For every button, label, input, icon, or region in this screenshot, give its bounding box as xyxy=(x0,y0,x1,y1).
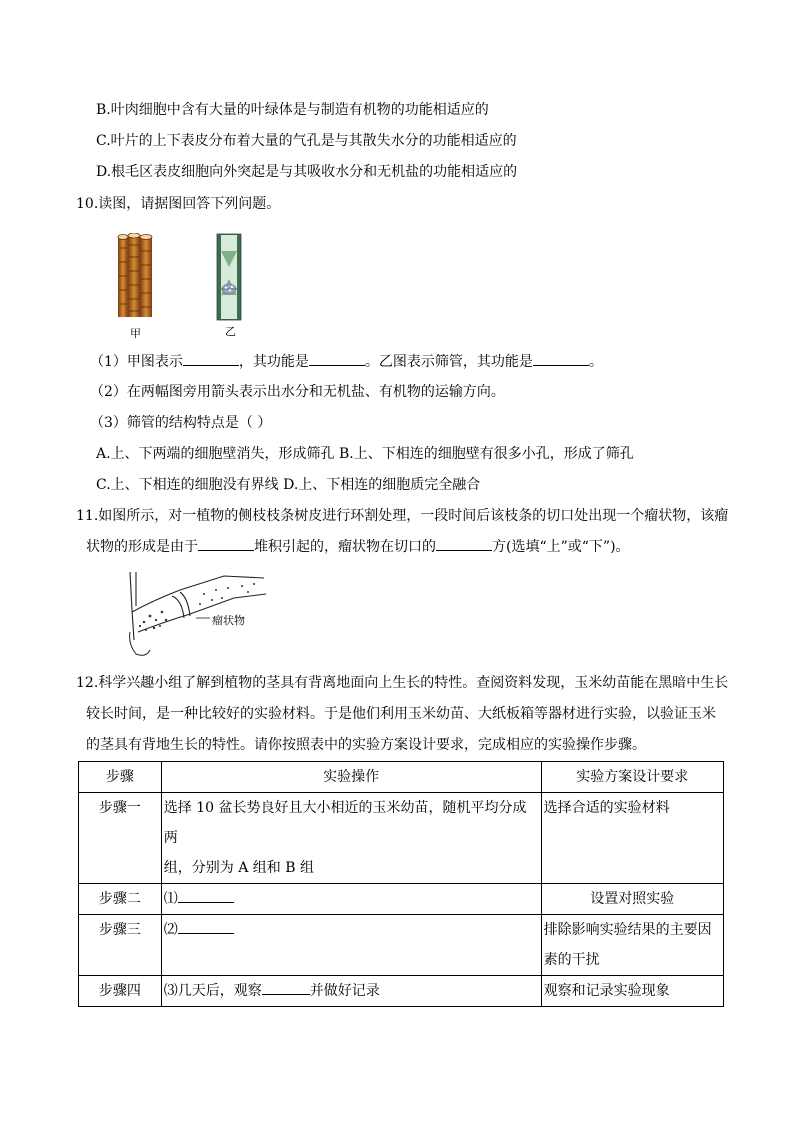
q10-part1 xyxy=(90,353,603,371)
step-cell: 步骤三 xyxy=(79,915,162,976)
operation-prefix: ⑶几天后，观察 xyxy=(163,983,262,999)
requirement-text: 排除影响实验结果的主要因 xyxy=(543,922,712,938)
table-header-cell: 步骤 xyxy=(79,762,162,793)
step-cell: 步骤一 xyxy=(79,793,162,884)
q10-stem: 10.读图，请据图回答下列问题。 xyxy=(76,196,281,212)
sieve-tube-figure xyxy=(216,233,242,321)
answer-blank[interactable] xyxy=(178,921,234,934)
step-cell: 步骤二 xyxy=(79,884,162,915)
q10-part1-d: 。 xyxy=(588,354,603,370)
q11-line2 xyxy=(86,538,630,556)
q10-part3: （3）筛管的结构特点是（ ） xyxy=(90,415,272,431)
answer-blank[interactable] xyxy=(262,982,310,995)
operation-text: 选择 10 盆长势良好且大小相近的玉米幼苗，随机平均分成两 xyxy=(163,800,527,846)
fig-a-label: 甲 xyxy=(130,327,141,340)
table-row xyxy=(79,976,724,1007)
answer-blank[interactable] xyxy=(436,538,492,551)
operation-cell xyxy=(161,884,541,915)
table-header-row xyxy=(79,762,724,793)
experiment-steps-table xyxy=(78,761,724,1007)
operation-suffix: 并做好记录 xyxy=(309,983,380,999)
table-row xyxy=(79,884,724,915)
operation-cell xyxy=(161,793,541,884)
operation-cell xyxy=(161,915,541,976)
q9-option-b: B.叶肉细胞中含有大量的叶绿体是与制造有机物的功能相适应的 xyxy=(96,102,489,118)
q10-part1-b: ，其功能是 xyxy=(238,354,309,370)
table-header-cell: 实验方案设计要求 xyxy=(541,762,723,793)
answer-blank[interactable] xyxy=(183,353,239,366)
tumor-label: 瘤状物 xyxy=(212,614,245,627)
requirement-text: 素的干扰 xyxy=(543,952,600,968)
girdled-branch-figure xyxy=(124,570,274,660)
q10-part1-c: 。乙图表示筛管，其功能是 xyxy=(364,354,533,370)
fig-b-label: 乙 xyxy=(225,325,236,338)
q11-line2-c: 方(选填“上”或“下”)。 xyxy=(492,539,630,555)
q12-line2: 较长时间，是一种比较好的实验材料。于是他们利用玉米幼苗、大纸板箱等器材进行实验，以验证玉米 xyxy=(86,706,716,722)
answer-blank[interactable] xyxy=(309,353,365,366)
q9-option-d: D.根毛区表皮细胞向外突起是与其吸收水分和无机盐的功能相适应的 xyxy=(96,164,518,180)
answer-blank[interactable] xyxy=(198,538,254,551)
q10-options-ab: A.上、下两端的细胞壁消失，形成筛孔 B.上、下相连的细胞壁有很多小孔，形成了筛孔 xyxy=(96,446,634,462)
q11-line2-b: 堆积引起的，瘤状物在切口的 xyxy=(254,539,436,555)
requirement-cell: 观察和记录实验现象 xyxy=(541,976,723,1007)
table-header-cell: 实验操作 xyxy=(161,762,541,793)
q11-line1: 11.如图所示，对一植物的侧枝枝条树皮进行环割处理，一段时间后该枝条的切口处出现一个瘤状物，该瘤 xyxy=(76,508,729,524)
q10-part1-a: （1）甲图表示 xyxy=(90,354,183,370)
q11-line2-a: 状物的形成是由于 xyxy=(86,539,198,555)
answer-blank[interactable] xyxy=(178,890,234,903)
operation-prefix: ⑴ xyxy=(163,891,178,907)
q9-option-c: C.叶片的上下表皮分布着大量的气孔是与其散失水分的功能相适应的 xyxy=(96,133,517,149)
q12-line3: 的茎具有背地生长的特性。请你按照表中的实验方案设计要求，完成相应的实验操作步骤。 xyxy=(86,737,646,753)
table-row xyxy=(79,915,724,976)
q10-options-cd: C.上、下相连的细胞没有界线 D.上、下相连的细胞质完全融合 xyxy=(96,477,481,493)
requirement-cell: 设置对照实验 xyxy=(541,884,723,915)
requirement-text: 选择合适的实验材料 xyxy=(543,800,670,816)
answer-blank[interactable] xyxy=(533,353,589,366)
q10-part2: （2）在两幅图旁用箭头表示出水分和无机盐、有机物的运输方向。 xyxy=(90,384,505,400)
requirement-cell xyxy=(541,915,723,976)
table-row xyxy=(79,793,724,884)
requirement-cell xyxy=(541,793,723,884)
operation-prefix: ⑵ xyxy=(163,922,178,938)
q12-line1: 12.科学兴趣小组了解到植物的茎具有背离地面向上生长的特性。查阅资料发现，玉米幼苗能在黑暗中生长 xyxy=(76,675,729,691)
operation-text: 组，分别为 A 组和 B 组 xyxy=(163,860,314,876)
step-cell: 步骤四 xyxy=(79,976,162,1007)
vessel-figure xyxy=(116,233,156,321)
operation-cell xyxy=(161,976,541,1007)
